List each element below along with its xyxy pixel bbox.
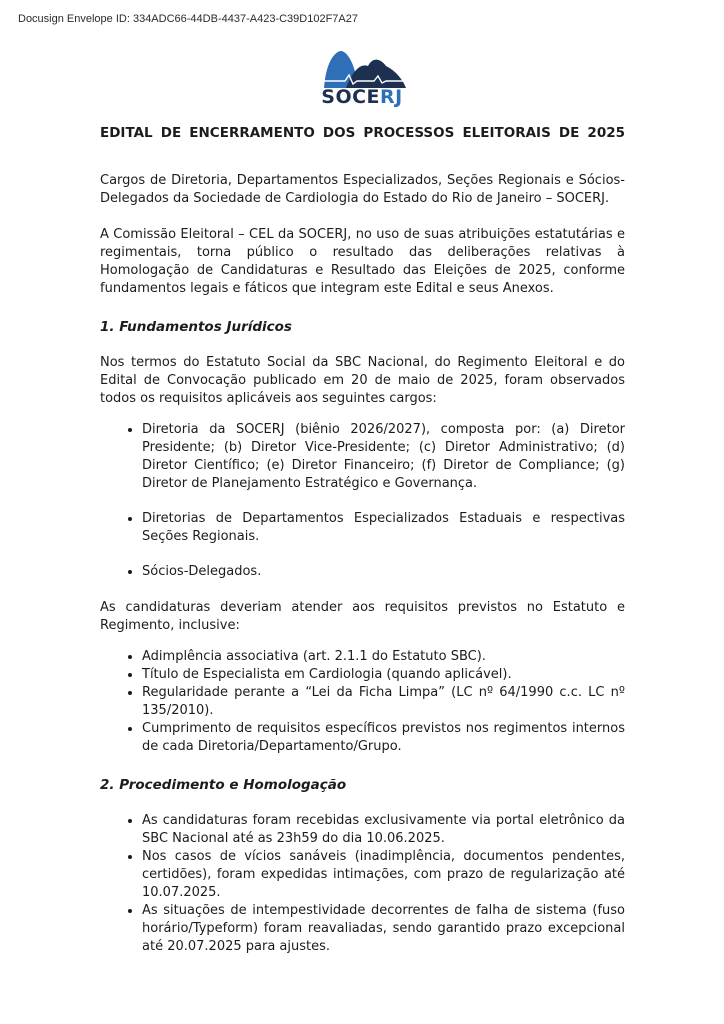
list-item: • Adimplência associativa (art. 2.1.1 do Estatuto SBC). [142,648,625,666]
list-item: • Título de Especialista em Cardiologia (quando aplicável). [142,666,625,684]
socerj-wordmark-rj: RJ [380,86,403,108]
intro-paragraph-cargos: Cargos de Diretoria, Departamentos Especializados, Seções Regionais e Sócios-Delegados da Sociedade de Cardiologia do Estado do Rio de Janeiro – SOCERJ. [100,173,625,206]
socerj-wordmark-soce: SOCE [321,86,381,108]
list-item: • Nos casos de vícios sanáveis (inadimplência, documentos pendentes, certidões), foram expedidas intimações, com prazo de regularização até 10.07.2025. [142,848,625,902]
section-1-heading: 1. Fundamentos Jurídicos [100,319,292,335]
section-2-list [100,812,625,956]
docusign-envelope-id: Docusign Envelope ID: 334ADC66-44DB-4437-A423-C39D102F7A27 [18,13,358,25]
section-1-intro: Nos termos do Estatuto Social da SBC Nacional, do Regimento Eleitoral e do Edital de Convocação publicado em 20 de maio de 2025, foram observados todos os requisitos aplicáveis aos seguintes cargos: [100,355,625,406]
list-item: • As situações de intempestividade decorrentes de falha de sistema (fuso horário/Typeform) foram reavaliadas, sendo garantido prazo excepcional até 20.07.2025 para ajustes. [142,902,625,956]
list-item: • Diretorias de Departamentos Especializados Estaduais e respectivas Seções Regionais. [142,510,625,546]
section-1-requisitos-list [100,648,625,756]
section-1-requisitos-intro: As candidaturas deveriam atender aos requisitos previstos no Estatuto e Regimento, inclusive: [100,600,625,633]
list-item: • Cumprimento de requisitos específicos previstos nos regimentos internos de cada Diretoria/Departamento/Grupo. [142,720,625,756]
document-title: EDITAL DE ENCERRAMENTO DOS PROCESSOS ELEITORAIS DE 2025 [100,125,625,141]
list-item: • Regularidade perante a “Lei da Ficha Limpa” (LC nº 64/1990 c.c. LC nº 135/2010). [142,684,625,720]
list-item: • Sócios-Delegados. [142,563,625,581]
intro-paragraph-comissao: A Comissão Eleitoral – CEL da SOCERJ, no uso de suas atribuições estatutárias e regimentais, torna público o resultado das deliberações relativas à Homologação de Candidaturas e Resultado das Eleições de 2025, conforme fundamentos legais e fáticos que integram este Edital e seus Anexos. [100,227,625,296]
list-item: • Diretoria da SOCERJ (biênio 2026/2027), composta por: (a) Diretor Presidente; (b) Diretor Vice-Presidente; (c) Diretor Administrativo; (d) Diretor Científico; (e) Diretor Financeiro; (f) Diretor de Compliance; (g) Diretor de Planejamento Estratégico e Governança. [142,421,625,493]
section-1-cargos-list [100,421,625,581]
socerj-wordmark [0,88,724,107]
socerj-mountains-icon [316,46,408,90]
document-body [100,124,625,956]
section-2-heading: 2. Procedimento e Homologação [100,777,347,793]
list-item: • As candidaturas foram recebidas exclusivamente via portal eletrônico da SBC Nacional até as 23h59 do dia 10.06.2025. [142,812,625,848]
